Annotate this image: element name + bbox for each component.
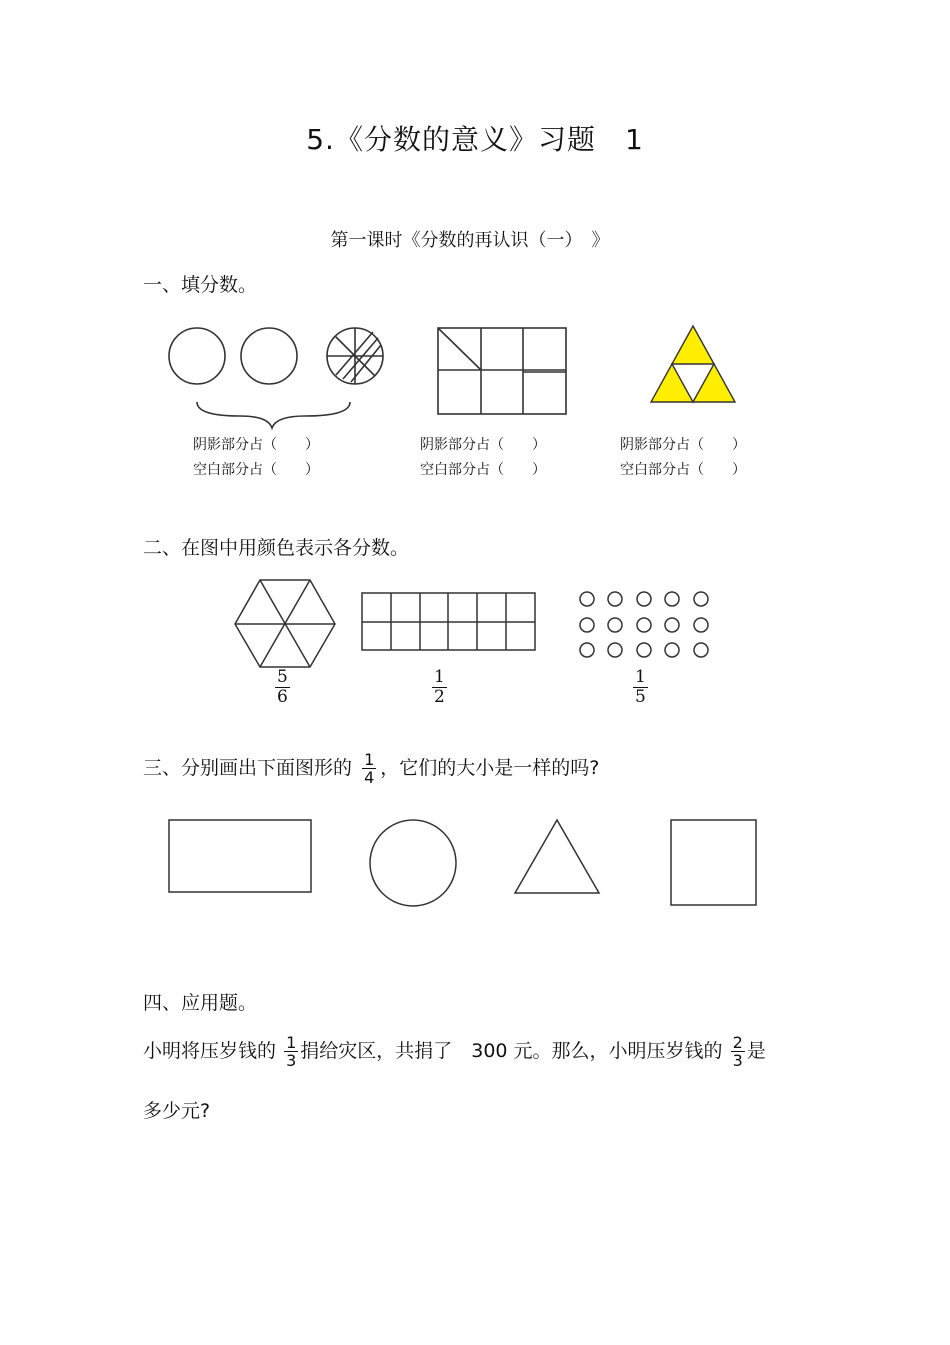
section-3-suffix: ，它们的大小是一样的吗? (380, 757, 600, 779)
fraction-numerator: 2 (732, 1033, 743, 1052)
rectangle-shape (169, 820, 311, 892)
section-2-heading: 二、在图中用颜色表示各分数。 (143, 537, 410, 559)
yellow-triangle (651, 326, 735, 402)
fraction-denominator: 5 (635, 687, 646, 707)
circle-shape (370, 820, 456, 906)
section-3-heading (143, 751, 599, 786)
section-4-heading: 四、应用题。 (143, 992, 258, 1014)
fraction-grid (432, 668, 447, 707)
square-shape (671, 820, 756, 905)
grid-12 (362, 593, 535, 650)
group-1-shaded-label: 阴影部分占（ ） (193, 437, 319, 453)
problem-text-part-3: 是 (746, 1040, 766, 1062)
section-3-prefix: 三、分别画出下面图形的 (143, 757, 353, 779)
grid-rectangle (438, 328, 566, 414)
circle-2 (241, 328, 297, 384)
fraction-denominator: 2 (434, 687, 445, 707)
section-3-fraction (362, 751, 376, 786)
fraction-hexagon (275, 668, 290, 707)
brace (197, 402, 350, 428)
section-2-figures (0, 578, 950, 678)
fraction-numerator: 1 (364, 750, 375, 769)
problem-fraction-2 (731, 1034, 745, 1069)
triangle-shape (515, 820, 599, 893)
circle-1 (169, 328, 225, 384)
fraction-denominator: 4 (364, 768, 375, 787)
section-1-heading: 一、填分数。 (143, 274, 258, 296)
fraction-numerator: 1 (286, 1033, 297, 1052)
group-3-shaded-label: 阴影部分占（ ） (620, 437, 746, 453)
word-problem-line-1 (143, 1034, 766, 1069)
problem-fraction-1 (284, 1034, 298, 1069)
problem-text-part-2: 捐给灾区，共捐了 300 元。那么，小明压岁钱的 (300, 1040, 723, 1062)
fraction-denominator: 3 (286, 1051, 297, 1070)
lesson-subtitle: 第一课时《分数的再认识（一） 》 (330, 230, 610, 251)
hexagon (235, 580, 335, 667)
dot-circles (580, 592, 708, 657)
fraction-numerator: 5 (277, 667, 288, 687)
fraction-denominator: 3 (732, 1051, 743, 1070)
fraction-dots (633, 668, 648, 707)
fraction-numerator: 1 (635, 667, 646, 687)
word-problem-line-2: 多少元? (143, 1100, 211, 1122)
problem-text-part-1: 小明将压岁钱的 (143, 1040, 277, 1062)
group-2-blank-label: 空白部分占（ ） (420, 462, 546, 478)
page-title: 5.《分数的意义》习题 1 (306, 123, 644, 156)
fraction-denominator: 6 (277, 687, 288, 707)
group-1-blank-label: 空白部分占（ ） (193, 462, 319, 478)
fraction-numerator: 1 (434, 667, 445, 687)
group-2-shaded-label: 阴影部分占（ ） (420, 437, 546, 453)
circle-3-hatched (327, 328, 383, 384)
group-3-blank-label: 空白部分占（ ） (620, 462, 746, 478)
section-3-figures (0, 815, 950, 915)
